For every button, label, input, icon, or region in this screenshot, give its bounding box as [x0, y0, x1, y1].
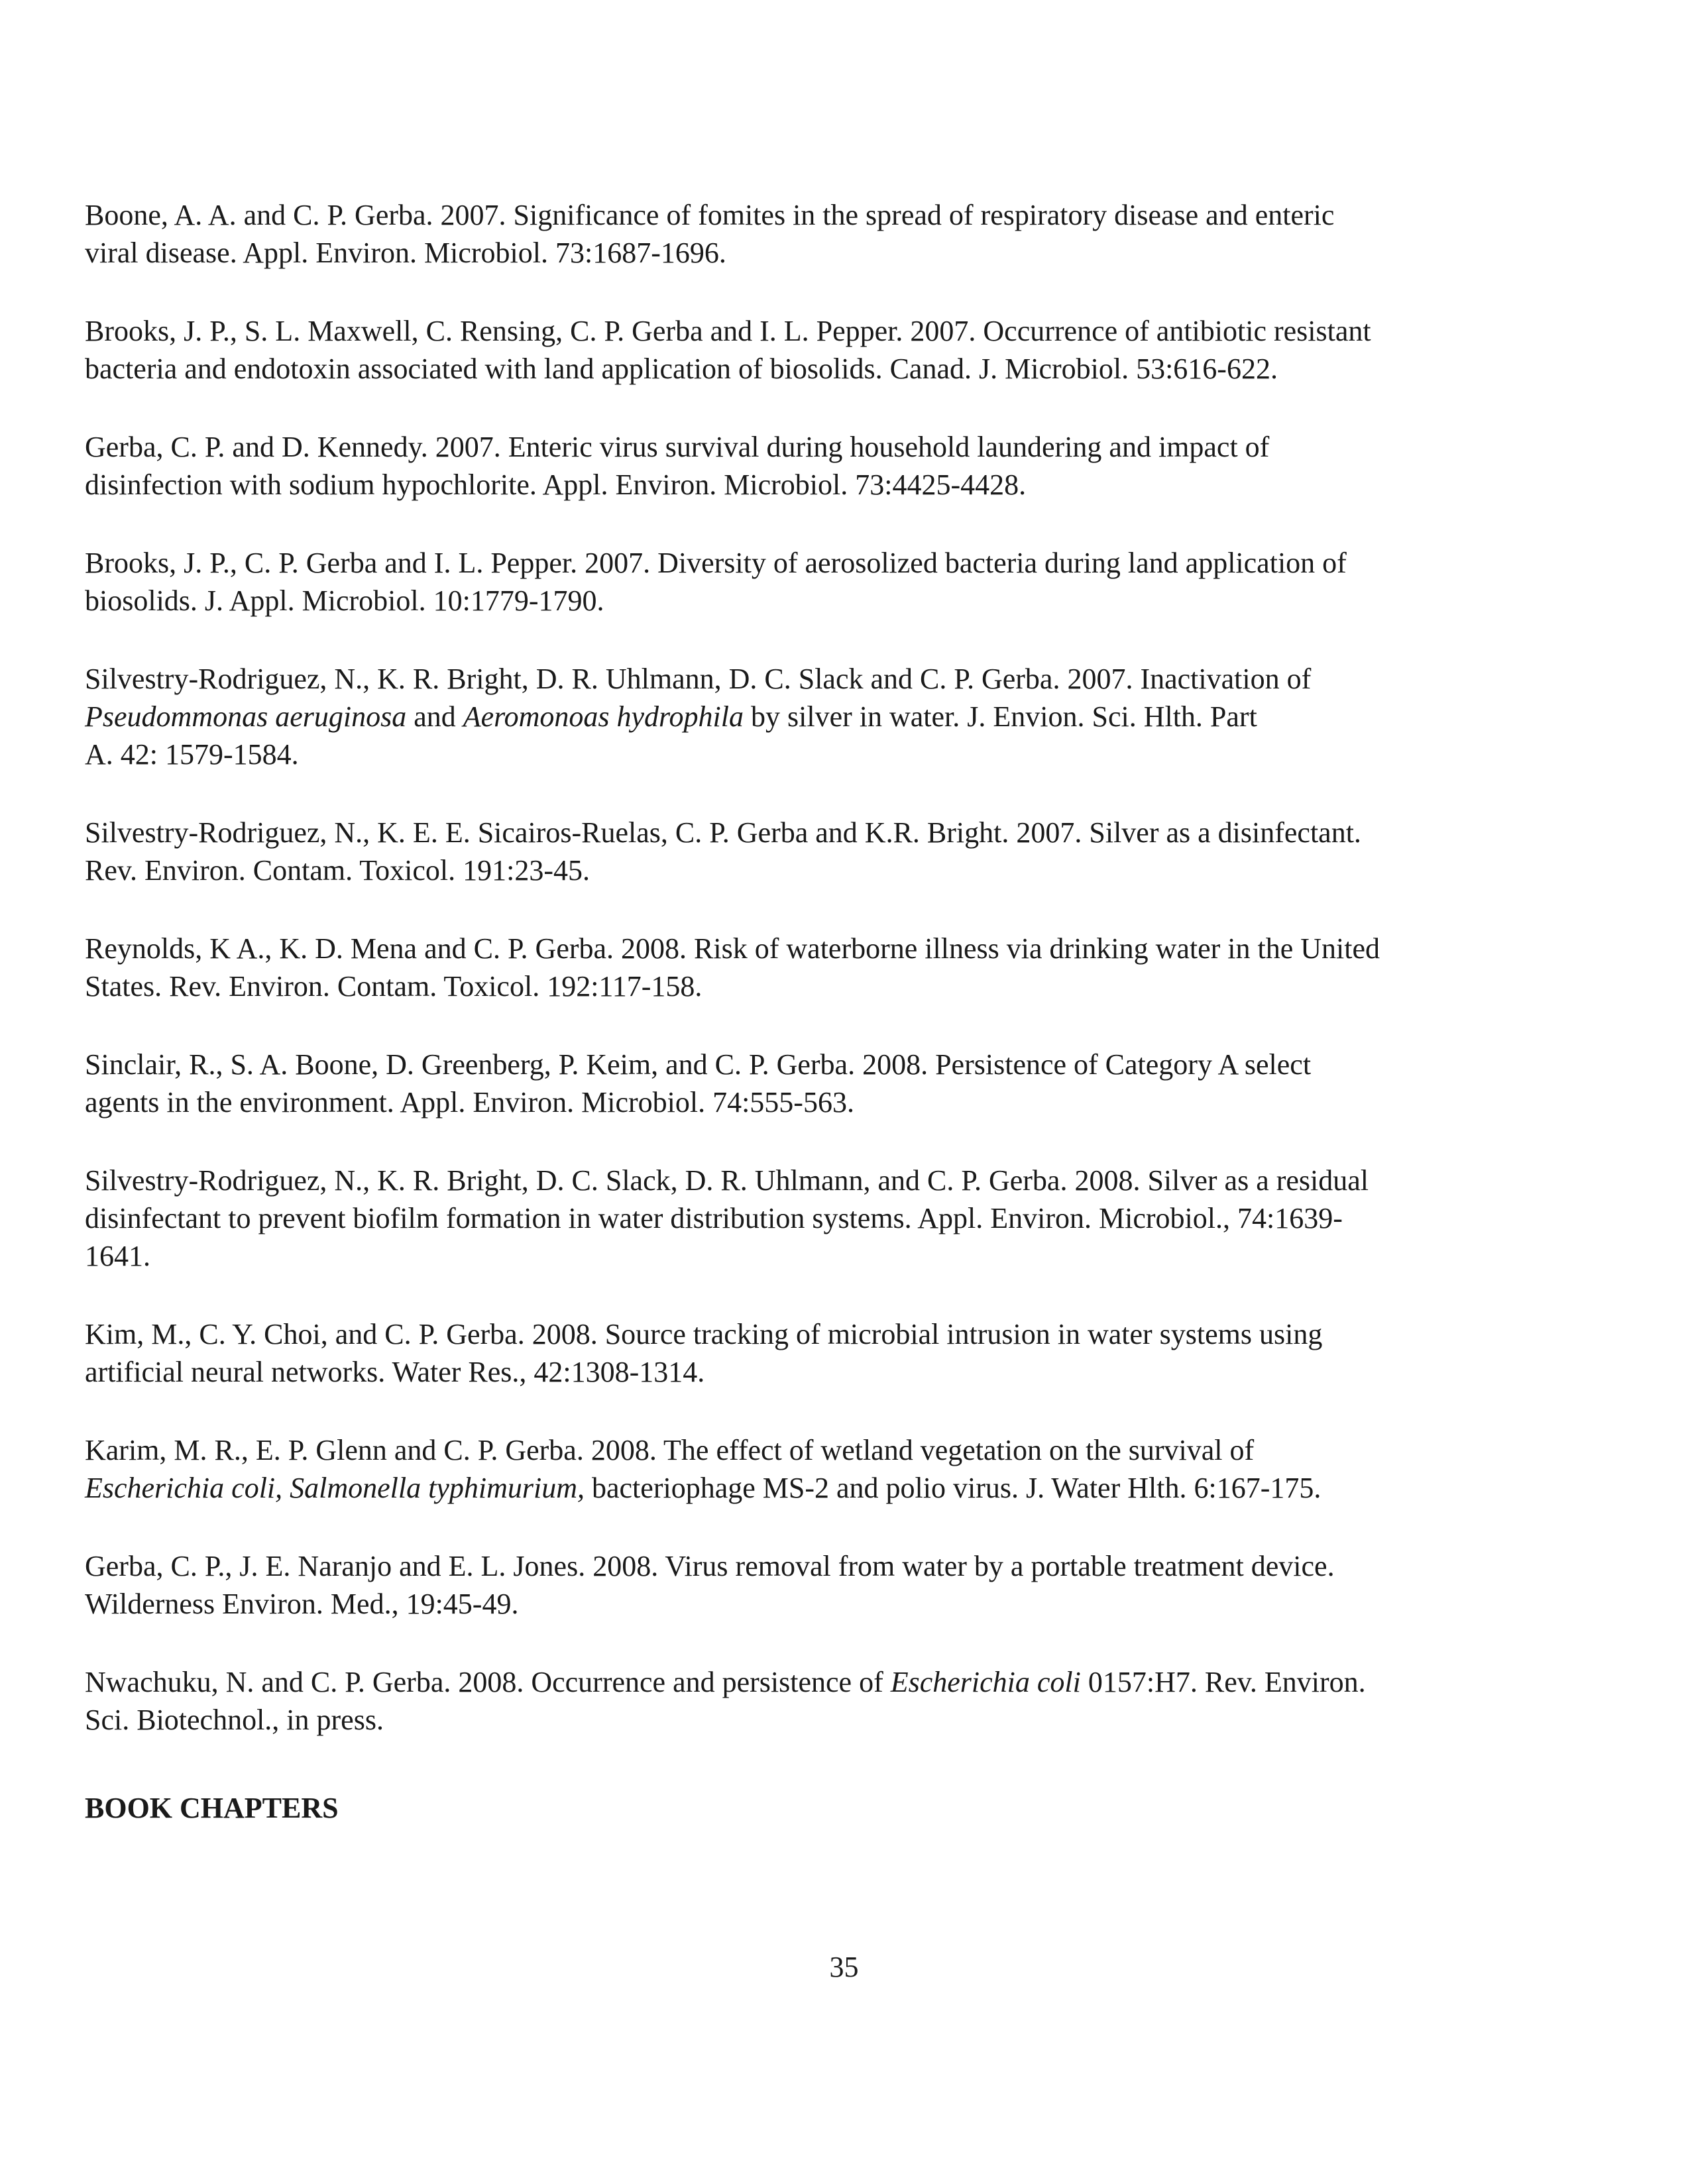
page-number: 35 — [829, 1951, 859, 1983]
reference-entry — [85, 1663, 1563, 1739]
reference-text: bacteriophage MS-2 and polio virus. J. Water Hlth. 6:167-175. — [585, 1472, 1322, 1504]
section-heading: BOOK CHAPTERS — [85, 1792, 339, 1824]
reference-line — [85, 234, 1563, 272]
reference-line — [85, 1315, 1563, 1353]
reference-text: Gerba, C. P. and D. Kennedy. 2007. Enteric virus survival during household laundering and impact of — [85, 431, 1270, 463]
reference-text: disinfection with sodium hypochlorite. Appl. Environ. Microbiol. 73:4425-4428. — [85, 468, 1027, 501]
reference-text: artificial neural networks. Water Res., 42:1308-1314. — [85, 1356, 705, 1388]
reference-text: Sci. Biotechnol., in press. — [85, 1704, 384, 1736]
reference-line — [85, 1431, 1563, 1469]
reference-text: and — [406, 700, 463, 733]
reference-line — [85, 1199, 1563, 1237]
reference-entry — [85, 196, 1563, 272]
reference-line — [85, 1547, 1563, 1585]
reference-text: Nwachuku, N. and C. P. Gerba. 2008. Occurrence and persistence of — [85, 1666, 891, 1698]
reference-line — [85, 1162, 1563, 1199]
reference-line — [85, 544, 1563, 582]
reference-line — [85, 428, 1563, 466]
reference-line — [85, 1663, 1563, 1701]
reference-text: viral disease. Appl. Environ. Microbiol. 73:1687-1696. — [85, 237, 726, 269]
reference-list — [85, 196, 1563, 1779]
reference-text: bacteria and endotoxin associated with land application of biosolids. Canad. J. Microbiol. 53:616-622. — [85, 353, 1278, 385]
reference-text: Wilderness Environ. Med., 19:45-49. — [85, 1588, 519, 1620]
reference-line — [85, 736, 1563, 773]
reference-line — [85, 350, 1563, 388]
italic-species-name: Escherichia coli, Salmonella typhimurium, — [85, 1472, 585, 1504]
reference-text: Rev. Environ. Contam. Toxicol. 191:23-45. — [85, 854, 590, 887]
reference-entry — [85, 428, 1563, 504]
reference-text: Brooks, J. P., S. L. Maxwell, C. Rensing, C. P. Gerba and I. L. Pepper. 2007. Occurrence of antibiotic resistant — [85, 315, 1371, 347]
reference-line — [85, 1585, 1563, 1623]
reference-text: Silvestry-Rodriguez, N., K. R. Bright, D. C. Slack, D. R. Uhlmann, and C. P. Gerba. 2008. Silver as a residual — [85, 1164, 1369, 1197]
reference-text: 0157:H7. Rev. Environ. — [1080, 1666, 1366, 1698]
reference-text: Gerba, C. P., J. E. Naranjo and E. L. Jones. 2008. Virus removal from water by a portable treatment device. — [85, 1550, 1335, 1582]
reference-text: 1641. — [85, 1240, 150, 1272]
reference-text: Kim, M., C. Y. Choi, and C. P. Gerba. 2008. Source tracking of microbial intrusion in water systems using — [85, 1318, 1323, 1350]
reference-line — [85, 851, 1563, 889]
reference-line — [85, 196, 1563, 234]
reference-text: Brooks, J. P., C. P. Gerba and I. L. Pepper. 2007. Diversity of aerosolized bacteria during land application of — [85, 547, 1347, 579]
reference-text: biosolids. J. Appl. Microbiol. 10:1779-1790. — [85, 584, 604, 617]
reference-line — [85, 1237, 1563, 1275]
reference-line — [85, 1083, 1563, 1121]
reference-line — [85, 814, 1563, 851]
reference-text: disinfectant to prevent biofilm formation in water distribution systems. Appl. Environ. Microbiol., 74:1639- — [85, 1202, 1343, 1234]
italic-species-name: Aeromonoas hydrophila — [463, 700, 744, 733]
italic-species-name: Pseudommonas aeruginosa — [85, 700, 407, 733]
reference-line — [85, 1046, 1563, 1083]
reference-text: A. 42: 1579-1584. — [85, 738, 299, 771]
reference-entry — [85, 312, 1563, 388]
reference-text: Sinclair, R., S. A. Boone, D. Greenberg, P. Keim, and C. P. Gerba. 2008. Persistence of Category A select — [85, 1048, 1312, 1081]
reference-text: States. Rev. Environ. Contam. Toxicol. 192:117-158. — [85, 970, 703, 1003]
reference-line — [85, 660, 1563, 698]
reference-text: Karim, M. R., E. P. Glenn and C. P. Gerba. 2008. The effect of wetland vegetation on the survival of — [85, 1434, 1255, 1466]
reference-entry — [85, 1162, 1563, 1275]
reference-entry — [85, 660, 1563, 773]
reference-entry — [85, 544, 1563, 620]
reference-text: agents in the environment. Appl. Environ. Microbiol. 74:555-563. — [85, 1086, 854, 1119]
reference-text: Reynolds, K A., K. D. Mena and C. P. Gerba. 2008. Risk of waterborne illness via drinking water in the United — [85, 932, 1380, 965]
reference-entry — [85, 1046, 1563, 1121]
reference-line — [85, 466, 1563, 504]
reference-line — [85, 1701, 1563, 1739]
reference-line — [85, 967, 1563, 1005]
reference-entry — [85, 930, 1563, 1005]
reference-entry — [85, 1315, 1563, 1391]
reference-line — [85, 930, 1563, 967]
reference-entry — [85, 1547, 1563, 1623]
reference-line — [85, 1469, 1563, 1507]
reference-entry — [85, 814, 1563, 889]
reference-entry — [85, 1431, 1563, 1507]
reference-text: Silvestry-Rodriguez, N., K. E. E. Sicairos-Ruelas, C. P. Gerba and K.R. Bright. 2007. Silver as a disinfectant. — [85, 816, 1361, 849]
italic-species-name: Escherichia coli — [890, 1666, 1081, 1698]
reference-text: by silver in water. J. Envion. Sci. Hlth. Part — [744, 700, 1257, 733]
reference-text: Silvestry-Rodriguez, N., K. R. Bright, D. R. Uhlmann, D. C. Slack and C. P. Gerba. 2007. Inactivation of — [85, 663, 1312, 695]
reference-line — [85, 312, 1563, 350]
reference-line — [85, 1353, 1563, 1391]
reference-line — [85, 582, 1563, 620]
reference-line — [85, 698, 1563, 736]
reference-text: Boone, A. A. and C. P. Gerba. 2007. Significance of fomites in the spread of respiratory disease and enteric — [85, 199, 1335, 231]
